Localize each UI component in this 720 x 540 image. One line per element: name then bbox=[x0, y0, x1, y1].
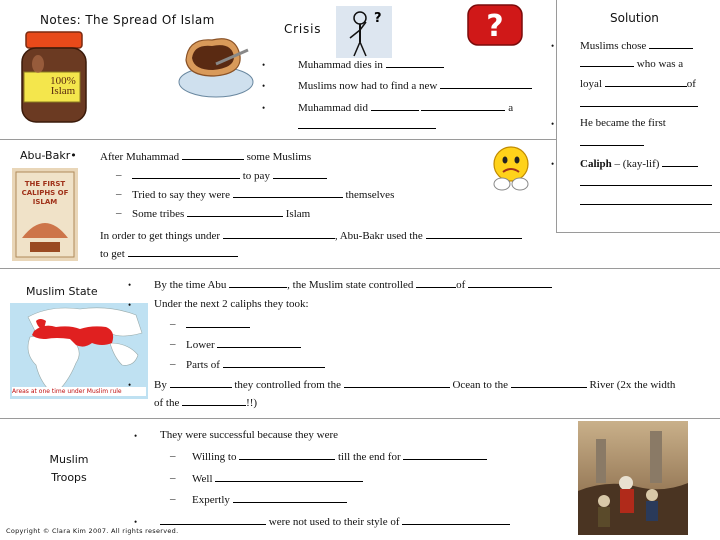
crisis-blank-year[interactable] bbox=[386, 57, 444, 68]
solution-title: Solution bbox=[610, 11, 659, 25]
crisis-blank-did-1[interactable] bbox=[371, 100, 419, 111]
troops-blank-enemies[interactable] bbox=[160, 514, 266, 525]
state-line-2: Under the next 2 caliphs they took: bbox=[154, 298, 309, 310]
thinking-figure-illustration bbox=[336, 6, 392, 58]
state-blank-took-1[interactable] bbox=[186, 317, 250, 328]
troops-bullet-1: • bbox=[134, 431, 138, 441]
solution-blank-loyal[interactable] bbox=[605, 76, 687, 87]
troops-dash-2: Well bbox=[192, 471, 363, 486]
map-caption: Areas at one time under Muslim rule bbox=[12, 387, 146, 396]
crisis-line-3b bbox=[298, 118, 436, 133]
rule-state-bottom bbox=[0, 418, 720, 419]
abubakr-dash-1: to pay bbox=[132, 168, 327, 183]
svg-text:?: ? bbox=[486, 9, 504, 44]
state-blank-parts[interactable] bbox=[223, 357, 325, 368]
state-blank-lower[interactable] bbox=[217, 337, 301, 348]
solution-line-1d bbox=[580, 96, 698, 111]
state-line-3b: of the !!) bbox=[154, 397, 258, 409]
state-dash-3: Parts of bbox=[186, 357, 325, 372]
abubakr-blank-pay[interactable] bbox=[273, 168, 327, 179]
troops-line-2: were not used to their style of bbox=[160, 514, 510, 529]
book-title-text: THE FIRST CALIPHS OF ISLAM bbox=[21, 180, 69, 206]
jar-label-text: 100% Islam bbox=[50, 75, 76, 97]
column-divider-right bbox=[556, 0, 557, 232]
abubakr-blank-were[interactable] bbox=[233, 187, 343, 198]
state-dash-2-mark: – bbox=[170, 338, 176, 350]
troops-dash-1-mark: – bbox=[170, 450, 176, 462]
abubakr-dash-2: Tried to say they were themselves bbox=[132, 189, 395, 201]
rule-crisis-bottom bbox=[0, 139, 556, 140]
crisis-blank-did-3[interactable] bbox=[298, 118, 436, 129]
troops-blank-willing[interactable] bbox=[239, 449, 335, 460]
troops-line-1: They were successful because they were bbox=[160, 429, 339, 441]
solution-line-2b bbox=[580, 135, 644, 150]
solution-blank-of[interactable] bbox=[580, 96, 698, 107]
solution-line-3: Caliph – (kay-lif) bbox=[580, 156, 698, 171]
abubakr-para-1: In order to get things under , Abu-Bakr used the bbox=[100, 228, 522, 243]
solution-line-1c: loyal of bbox=[580, 78, 696, 90]
abubakr-label: Abu-Bakr• bbox=[20, 149, 77, 162]
troops-blank-expertly[interactable] bbox=[233, 492, 347, 503]
state-dash-2: Lower bbox=[186, 337, 301, 352]
solution-line-2: He became the first bbox=[580, 117, 666, 129]
toast-illustration bbox=[176, 30, 254, 100]
abubakr-dash-1-mark: – bbox=[116, 169, 122, 181]
solution-bullet-1: • bbox=[551, 41, 555, 51]
abubakr-blank-tribes[interactable] bbox=[187, 206, 283, 217]
state-blank-abu[interactable] bbox=[229, 277, 287, 288]
state-blank-controlled[interactable] bbox=[416, 277, 456, 288]
state-bullet-1: • bbox=[128, 280, 132, 290]
troops-dash-1: Willing to till the end for bbox=[192, 449, 487, 464]
abubakr-dash-3: Some tribes Islam bbox=[132, 208, 311, 220]
troops-blank-well[interactable] bbox=[215, 471, 363, 482]
solution-blank-caliph-3[interactable] bbox=[580, 194, 712, 205]
crisis-line-2: Muslims now had to find a new bbox=[298, 78, 532, 93]
solution-line-3c bbox=[580, 194, 712, 209]
state-bullet-3: • bbox=[128, 380, 132, 390]
state-line-1: By the time Abu , the Muslim state controlled of bbox=[154, 277, 552, 292]
worried-face-icon bbox=[485, 142, 537, 194]
crisis-blank-did-2[interactable] bbox=[421, 100, 505, 111]
notes-title: Notes: The Spread Of Islam bbox=[40, 13, 215, 27]
troops-dash-2-mark: – bbox=[170, 472, 176, 484]
solution-bullet-2: • bbox=[551, 119, 555, 129]
question-mark-icon bbox=[466, 3, 524, 47]
caliphs-book-illustration bbox=[12, 168, 78, 261]
state-bullet-2: • bbox=[128, 300, 132, 310]
troops-dash-3-mark: – bbox=[170, 493, 176, 505]
svg-text:?: ? bbox=[374, 11, 382, 26]
solution-blank-caliph-2[interactable] bbox=[580, 175, 712, 186]
crisis-bullet-3: • bbox=[262, 103, 266, 113]
abubakr-intro: After Muhammad some Muslims bbox=[100, 151, 312, 163]
solution-blank-first[interactable] bbox=[580, 135, 644, 146]
muslim-troops-label: Muslim Troops bbox=[49, 453, 89, 484]
crisis-line-1: Muhammad dies in bbox=[298, 57, 444, 72]
solution-line-1: Muslims chose bbox=[580, 38, 693, 53]
rule-solution-bottom bbox=[556, 232, 720, 233]
state-blank-width[interactable] bbox=[182, 395, 246, 406]
crisis-line-3: Muhammad did a bbox=[298, 102, 514, 114]
state-blank-ocean[interactable] bbox=[344, 377, 450, 388]
solution-line-1b: who was a bbox=[580, 56, 683, 71]
state-dash-1-mark: – bbox=[170, 318, 176, 330]
solution-blank-chose[interactable] bbox=[649, 38, 693, 49]
abubakr-blank-used[interactable] bbox=[426, 228, 522, 239]
troops-bullet-2: • bbox=[134, 517, 138, 527]
state-dash-1 bbox=[186, 317, 250, 332]
state-dash-3-mark: – bbox=[170, 358, 176, 370]
crisis-bullet-2: • bbox=[262, 81, 266, 91]
nutella-jar-illustration bbox=[16, 30, 92, 126]
copyright-footer: Copyright © Clara Kim 2007. All rights reserved. bbox=[6, 527, 179, 535]
solution-bullet-3: • bbox=[551, 159, 555, 169]
state-blank-of[interactable] bbox=[468, 277, 552, 288]
state-line-3: By they controlled from the Ocean to the River (2x the width bbox=[154, 379, 676, 391]
crisis-title: Crisis bbox=[284, 22, 322, 36]
abubakr-dash-2-mark: – bbox=[116, 188, 122, 200]
abubakr-dash-3-mark: – bbox=[116, 207, 122, 219]
troops-dash-3: Expertly bbox=[192, 492, 347, 507]
solution-blank-name[interactable] bbox=[580, 56, 634, 67]
troops-blank-style[interactable] bbox=[402, 514, 510, 525]
abubakr-para-2: to get bbox=[100, 246, 238, 261]
abubakr-blank-get[interactable] bbox=[128, 246, 238, 257]
abubakr-blank-refused[interactable] bbox=[132, 168, 240, 179]
rule-abubakr-bottom bbox=[0, 268, 720, 269]
battle-painting-illustration bbox=[578, 421, 688, 535]
crisis-bullet-1: • bbox=[262, 60, 266, 70]
solution-blank-caliph-1[interactable] bbox=[662, 156, 698, 167]
troops-blank-end[interactable] bbox=[403, 449, 487, 460]
abubakr-blank-after[interactable] bbox=[182, 149, 244, 160]
state-blank-by[interactable] bbox=[170, 377, 232, 388]
solution-line-3b bbox=[580, 175, 712, 190]
crisis-blank-leader[interactable] bbox=[440, 78, 532, 89]
abubakr-blank-control[interactable] bbox=[223, 228, 335, 239]
muslim-state-label: Muslim State bbox=[26, 285, 98, 298]
state-blank-river[interactable] bbox=[511, 377, 587, 388]
